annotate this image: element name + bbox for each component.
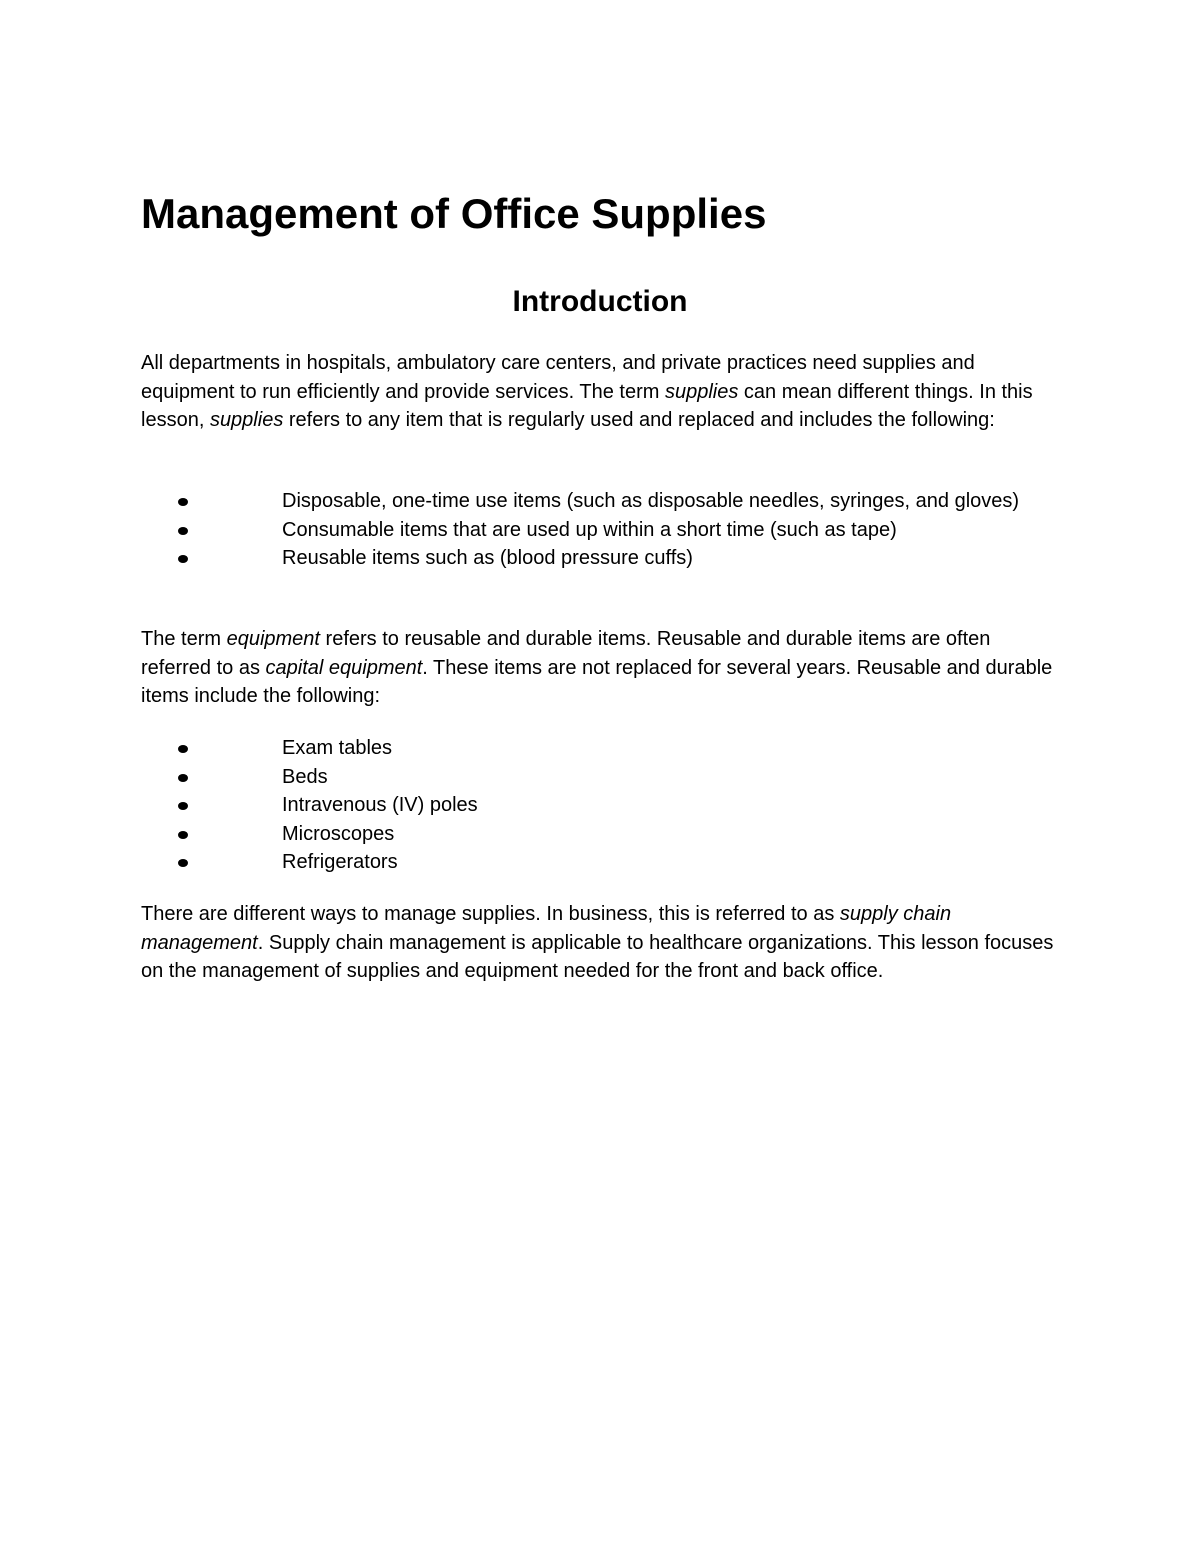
list-item-text: Consumable items that are used up within a short time (such as tape)	[282, 518, 897, 541]
equipment-text-b: refers to reusable and durable items. Reusable and durable items are often referred to as	[141, 628, 991, 679]
intro-paragraph	[141, 349, 1061, 435]
supply-chain-term: supply chain management	[141, 903, 952, 954]
supply-chain-text-b: . Supply chain management is applicable to healthcare organizations. This lesson focuses on the management of supplies and equipment needed for the front and back office.	[141, 931, 1054, 983]
list-item	[141, 734, 1061, 763]
document-title: Management of Office Supplies	[141, 190, 767, 237]
bullet-icon	[178, 498, 188, 506]
bullet-icon	[178, 555, 188, 563]
list-item-text: Disposable, one-time use items (such as disposable needles, syringes, and gloves)	[282, 490, 1020, 512]
intro-text-b: can mean different things. In this lesson,	[141, 380, 1033, 432]
bullet-icon	[178, 802, 188, 810]
intro-term-supplies: supplies	[664, 380, 739, 403]
supply-chain-text-a: There are different ways to manage supplies. In business, this is referred to as	[141, 903, 840, 925]
list-item	[141, 544, 1061, 573]
intro-term-supplies-2: supplies	[209, 409, 284, 432]
section-heading-introduction: Introduction	[512, 285, 688, 318]
list-item	[141, 820, 1061, 849]
equipment-paragraph	[141, 625, 1061, 711]
bullet-icon	[178, 745, 188, 753]
list-item-text: Microscopes	[282, 822, 395, 845]
intro-text-a: All departments in hospitals, ambulatory care centers, and private practices need supplies and equipment to run efficiently and provide services. The term	[141, 352, 975, 403]
equipment-term: equipment	[226, 628, 320, 650]
list-item-text: Reusable items such as (blood pressure cuffs)	[282, 547, 693, 570]
equipment-text-a: The term	[141, 628, 227, 650]
list-item-text: Intravenous (IV) poles	[282, 794, 478, 817]
bullet-icon	[178, 831, 188, 839]
list-item	[141, 487, 1061, 516]
equipment-text-c: . These items are not replaced for several years. Reusable and durable items include the following:	[141, 656, 1053, 708]
bullet-icon	[178, 774, 188, 782]
list-item-text: Beds	[282, 765, 328, 788]
list-item	[141, 848, 1061, 877]
supply-chain-paragraph	[141, 900, 1061, 986]
list-item	[141, 763, 1061, 792]
capital-equipment-term: capital equipment	[265, 656, 423, 679]
intro-text-c: refers to any item that is regularly used and replaced and includes the following:	[283, 409, 995, 432]
list-item	[141, 516, 1061, 545]
list-item-text: Exam tables	[282, 737, 393, 759]
bullet-icon	[178, 859, 188, 867]
list-item	[141, 791, 1061, 820]
supplies-list	[141, 487, 1061, 573]
equipment-list	[141, 734, 1061, 877]
list-item-text: Refrigerators	[282, 851, 398, 874]
bullet-icon	[178, 527, 188, 535]
